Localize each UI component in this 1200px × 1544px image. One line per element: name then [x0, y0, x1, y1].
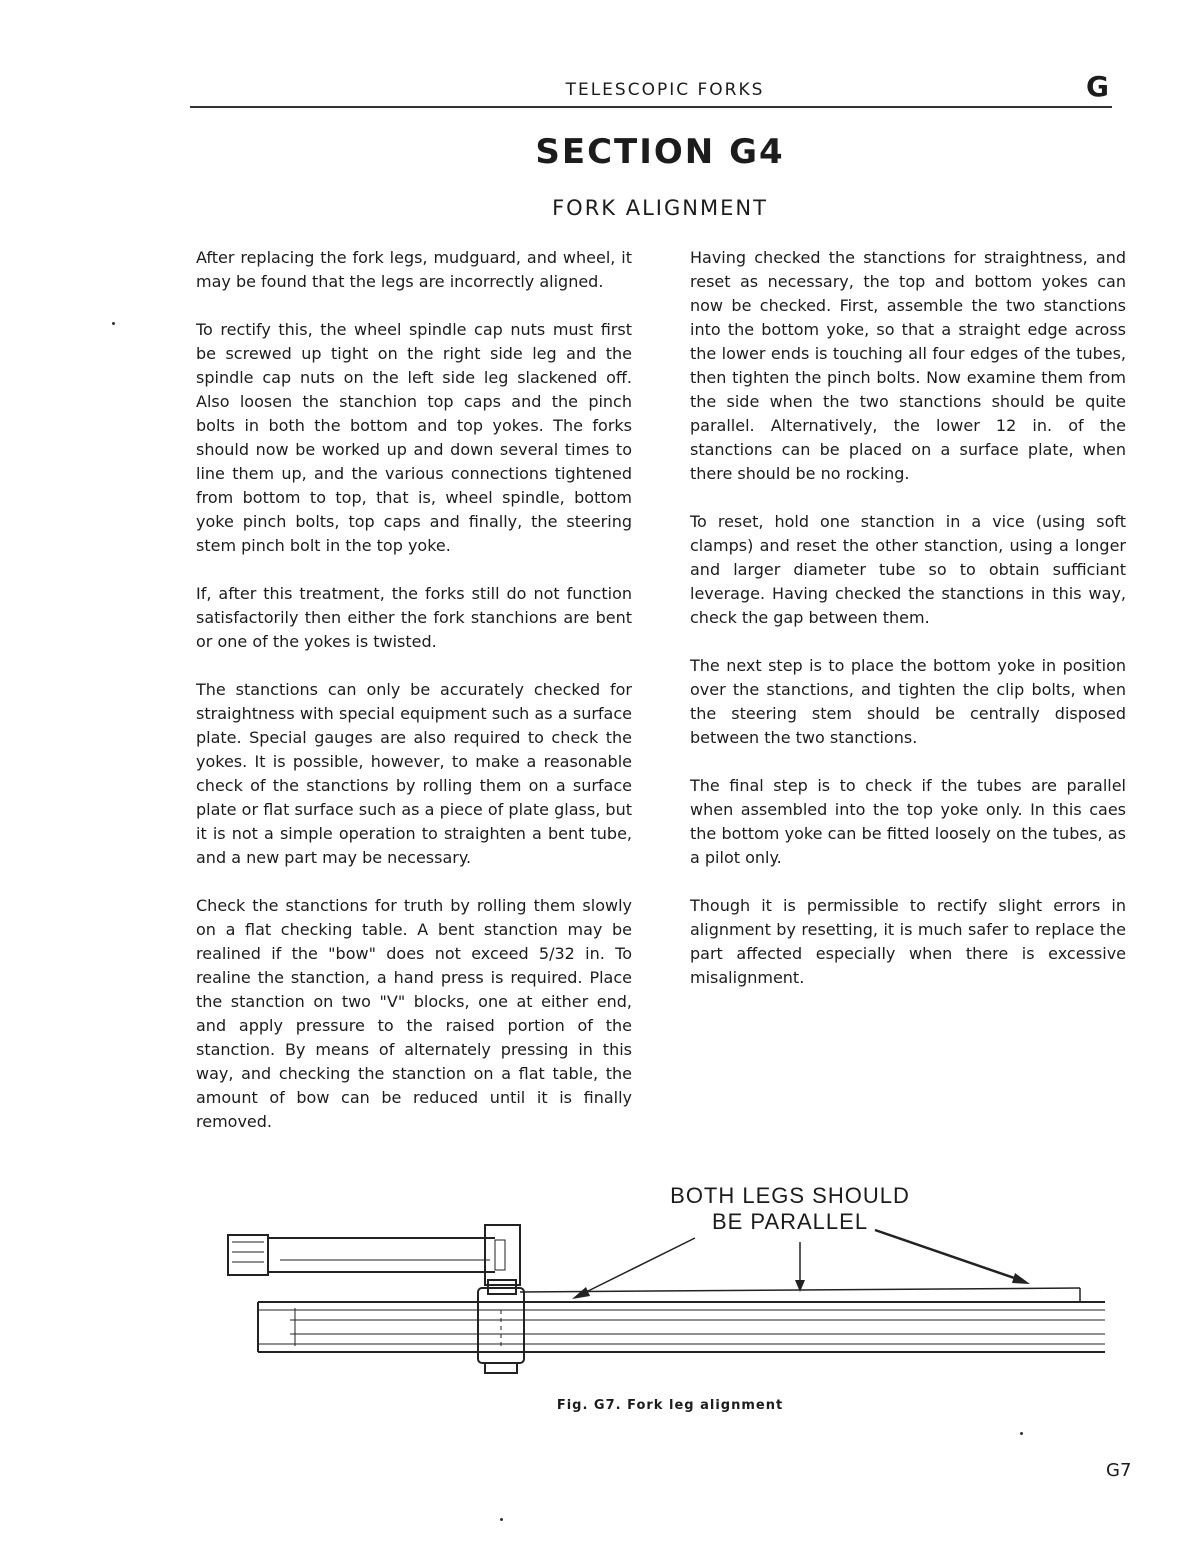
paragraph: To rectify this, the wheel spindle cap nuts must first be screwed up tight on the right side leg and the spindle cap nuts on the left side leg slackened off. Also loosen the stanchion top caps and the pinch bolts in both the bottom and top yokes. The forks should now be worked up and down several times to line them up, and the various connections tightened from bottom to top, that is, wheel spindle, bottom yoke pinch bolts, top caps and finally, the steering stem pinch bolt in the top yoke.	[196, 320, 632, 555]
figure-callout-label	[640, 1183, 940, 1235]
figure-callout-line2: BE PARALLEL	[711, 1209, 869, 1234]
text-column-left	[196, 246, 632, 1158]
section-letter: G	[1086, 70, 1109, 103]
paragraph: Check the stanctions for truth by rolling them slowly on a flat checking table. A bent stanction may be realined if the "bow" does not exceed 5/32 in. To realine the stanction, a hand press is required. Place the stanction on two "V" blocks, one at either end, and apply pressure to the raised portion of the stanction. By means of alternately pressing in this way, and checking the stanction on a flat table, the amount of bow can be reduced until it is finally removed.	[196, 896, 632, 1131]
paragraph: The final step is to check if the tubes are parallel when assembled into the top yoke only. In this caes the bottom yoke can be fitted loosely on the tubes, as a pilot only.	[690, 776, 1126, 867]
paragraph: If, after this treatment, the forks still do not function satisfactorily then either the fork stanchions are bent or one of the yokes is twisted.	[196, 584, 632, 651]
paragraph: The stanctions can only be accurately checked for straightness with special equipment such as a surface plate. Special gauges are also required to check the yokes. It is possible, however, to make a reasonable check of the stanctions by rolling them on a surface plate or flat surface such as a piece of plate glass, but it is not a simple operation to straighten a bent tube, and a new part may be necessary.	[196, 680, 632, 867]
paragraph: Having checked the stanctions for straightness, and reset as necessary, the top and bottom yokes can now be checked. First, assemble the two stanctions into the bottom yoke, so that a straight edge across the lower ends is touching all four edges of the tubes, then tighten the pinch bolts. Now examine them from the side when the two stanctions should be quite parallel. Alternatively, the lower 12 in. of the stanctions can be placed on a surface plate, when there should be no rocking.	[690, 248, 1126, 483]
paragraph: After replacing the fork legs, mudguard, and wheel, it may be found that the legs are incorrectly aligned.	[196, 248, 632, 291]
section-heading: SECTION G4	[535, 132, 785, 172]
scan-speck	[112, 322, 115, 325]
paragraph: To reset, hold one stanction in a vice (using soft clamps) and reset the other stanction, using a longer and larger diameter tube so to obtain sufficiant leverage. Having checked the stanctions in this way, check the gap between them.	[690, 512, 1126, 627]
figure-callout-line1: BOTH LEGS SHOULD	[670, 1183, 910, 1208]
paragraph: The next step is to place the bottom yoke in position over the stanctions, and tighten the clip bolts, when the steering stem should be centrally disposed between the two stanctions.	[690, 656, 1126, 747]
paragraph: Though it is permissible to rectify slight errors in alignment by resetting, it is much safer to replace the part affected especially when there is excessive misalignment.	[690, 896, 1126, 987]
page-number: G7	[1106, 1460, 1132, 1481]
section-subheading: FORK ALIGNMENT	[552, 196, 768, 220]
header-rule	[190, 106, 1112, 108]
running-title: TELESCOPIC FORKS	[565, 80, 765, 100]
figure-caption: Fig. G7. Fork leg alignment	[556, 1398, 784, 1413]
text-column-right	[690, 246, 1126, 1014]
scan-speck	[500, 1518, 503, 1521]
scan-speck	[1020, 1432, 1023, 1435]
